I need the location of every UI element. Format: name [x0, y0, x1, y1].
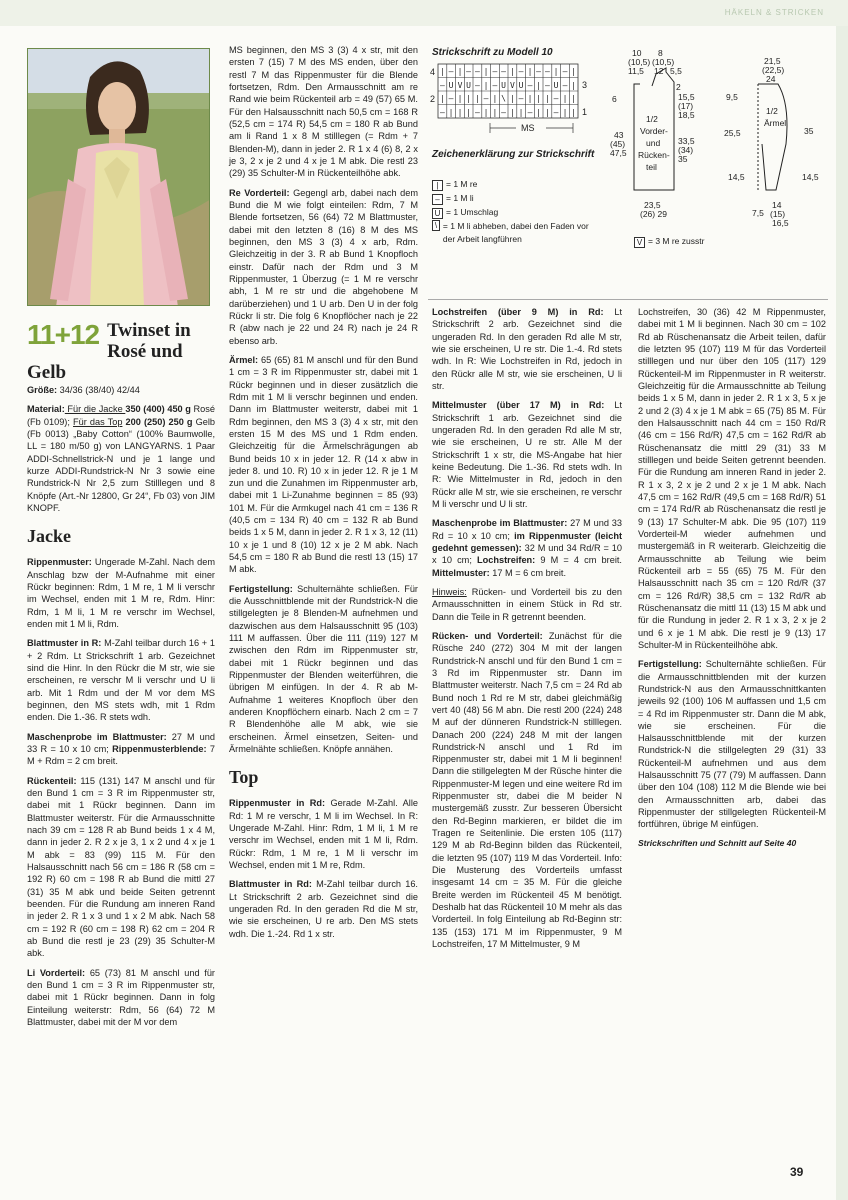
- material-amount-2: 200 (250) 250 g: [122, 416, 193, 427]
- legend-item-zusstr: [634, 235, 774, 249]
- page-number: 39: [790, 1165, 804, 1179]
- row-label-3: 3: [582, 80, 588, 90]
- svg-text:|: |: [509, 94, 515, 103]
- legend-text-li: = 1 M li: [446, 193, 474, 204]
- svg-text:–: –: [501, 67, 507, 76]
- svg-text:–: –: [466, 67, 472, 76]
- measure-m28: 14,5: [802, 172, 819, 182]
- svg-text:|: |: [571, 67, 577, 76]
- header-band: [0, 0, 848, 26]
- svg-text:|: |: [474, 94, 480, 103]
- svg-text:–: –: [474, 108, 480, 117]
- legend-text-zusstr: = 3 M re zusstr: [648, 236, 705, 247]
- material-paragraph: [27, 403, 215, 514]
- revord-text: Gegengl arb, dabei nach dem Bund die M wie folgt einteilen: Rdm, 7 M Blende fortsetzen, 56 (64) 72 M Blattmuster, dabei mit den letzten 8 (16) 8 M des MS beginnen, den MS 3 (3) 4 x arb, Rdm. Gleichzeitig in der 3. R ab Bund 1 Knopfloch einstr. Dafür nach der Rdm und 3 M Rippenmuster, 1 Überzug (= 1 M re verschr abh, 1 M re str und die abgehobene M darüberziehen) und 1 U arb. Den U in der folg Rückr li str. Die folg 6 Knopflöcher nach je 22 R (abw nach je 22 und 24 R) nach je 24 R ebenso arb.: [229, 187, 419, 346]
- measure-m6: 12: [654, 66, 664, 76]
- aermel-text: 65 (65) 81 M anschl und für den Bund 1 cm = 3 R im Rippenmuster str, dabei mit 1 Rückr beginnen und in dieser zusätzlich die Rdm mit 1 M li verschr beginnen und enden. Dann im Blattmuster weiterstr, dabei mit 1 Rdm beginnen, den MS 3 (3) 4 x str, mit den ersten 15 M des MS und 1 Rdm enden. Gleichzeitig für die Ärmelschrägungen ab Bund beids 10 x in jeder 12. R (14 x abw in jeder 8. und 10. R) 10 x in jeder 12. R je 1 M zun und die Zunahmen im Rippenmuster arb, dabei mit 1 Li-Zunahme beginnen = 85 (93) 101 M. Für die Armkugel nach 41 cm = 136 R (40,5 cm = 134 R) 40 cm = 132 R ab Bund beids 1 x 5 M, dann in jeder 2. R 1 x 3, 12 (11) 10 x je 1 und 8 (10) 12 x je 2 M abk. Nach 54,5 cm = 180 R ab Bund die restl 13 (15) 17 M abk.: [229, 354, 418, 575]
- svg-text:|: |: [439, 94, 445, 103]
- svg-text:|: |: [457, 67, 463, 76]
- purl-symbol-icon: –: [432, 194, 443, 205]
- right-column-a: [432, 306, 622, 957]
- material-top: Für das Top: [73, 416, 123, 427]
- tmp-label-3: Lochstreifen:: [477, 555, 536, 566]
- measure-m30: 14: [772, 200, 782, 210]
- svg-text:|: |: [466, 108, 472, 117]
- svg-text:U: U: [448, 81, 454, 90]
- hinweis-label: Hinweis:: [432, 586, 467, 597]
- tmp-text-2: 32 M und 34 Rd/R = 10 x 10 cm;: [432, 542, 622, 566]
- knitting-chart: [428, 60, 598, 138]
- tfert-text: Schulternähte schließen. Für die Armausschnittblenden mit der kurzen Rundstrick-N aus den Armausschnittkanten jeweils 92 (100) 106 M auffassen und 1,5 cm = 4 Rd im Rippenmuster str. Dann die M abk, wie sie erscheinen. Für die Halsausschnittblende mit der kurzen Rundstrick-N die stillgelegten 29 (31) 33 Rückenteil-M aufnehmen und aus dem Halsausschnitt 75 (77 (79) M auffassen. Dann über den 104 (108) 112 M die Blende wie bei den Armausschnitten arb, dabei das Rippenmuster der stillgelegten Rückenteil-M fortführen, übrige M einfügen.: [638, 659, 826, 830]
- svg-text:|: |: [553, 67, 559, 76]
- sleeve-label-1: Ärmel: [764, 118, 787, 128]
- legend-item-li: [432, 192, 592, 206]
- mid-paragraph-1: MS beginnen, den MS 3 (3) 4 x str, mit den ersten 7 (15) 7 M des MS enden, über den restl 7 M das Rippenmuster für die Blende fortsetzen, Rdm. Den Armausschnitt am re Rand wie beim Rückenteil arb = 49 (57) 65 M. Für den Halsausschnitt nach 50,5 cm = 168 R (52,5 cm = 174 R) 54,5 cm = 180 R ab Bund am li Rand 1 x 8 M stilllegen (= Rdm + 7 Blenden-M), dann in jeder 2. R 1 x 4 (6) 8, 2 x je 3, 2 x je 2 und 4 x je 1 M abk. Die restl 23 (29) 35 Schulter-M in Rückenteilhöhe abk.: [229, 45, 418, 179]
- row-label-4: 4: [430, 67, 436, 77]
- rv-paragraph: [432, 630, 622, 951]
- tmp-text-3: 9 M = 4 cm breit.: [535, 555, 622, 566]
- divider-line: [428, 299, 828, 300]
- svg-text:–: –: [527, 108, 533, 117]
- measure-m17: (34): [678, 145, 694, 155]
- trippen-label: Rippenmuster in Rd:: [229, 798, 326, 809]
- li-vorderteil-paragraph: [27, 967, 215, 1029]
- front-label-4: teil: [646, 162, 657, 172]
- mp-text: 27 M und 33 R = 10 x 10 cm;: [27, 731, 216, 754]
- blatt-text: M-Zahl teilbar durch 16 + 1 + 2 Rdm. Lt Strickschrift 1 arb. Gezeichnet sind die Hinr. In den Rückr die M str, wie sie erscheinen, re verschr M li verschr und U li arb. Mit 1 Rdm und der M vor dem MS beginnen, den MS stets wdh, mit 1 Rdm enden. Die 1.-36. R stets wdh.: [27, 638, 215, 723]
- measure-m10: 15,5: [678, 92, 695, 102]
- project-title: [27, 318, 217, 383]
- section-heading-top: Top: [229, 767, 259, 788]
- section-heading-jacke: Jacke: [27, 526, 71, 547]
- model-photo: [27, 48, 210, 306]
- rv-label: Rücken- und Vorderteil:: [432, 630, 543, 641]
- ms-label: MS: [521, 123, 535, 133]
- fert-label: Fertigstellung:: [229, 583, 293, 594]
- measure-m22: (22,5): [762, 65, 785, 75]
- legend-text-re: = 1 M re: [446, 179, 478, 190]
- loch-text: Lt Strickschrift 2 arb. Gezeichnet sind die ungeraden Rd. In den geraden Rd alle M str, wie sie erscheinen, U re str. Die 1.-4. Rd stets wdh. In R: Wie Lochstreifen in Rd, jedoch in den Rückr alle M str, wie sie erscheinen, U li str.: [432, 307, 622, 391]
- legend-text-abheben: = 1 M li abheben, dabei den Faden vor der Arbeit langführen: [442, 221, 589, 244]
- front-label-0: 1/2: [646, 114, 658, 124]
- svg-text:|: |: [527, 94, 533, 103]
- left-column: [27, 384, 215, 1035]
- svg-text:–: –: [492, 81, 498, 90]
- tmp-text-4: 17 M = 6 cm breit.: [489, 567, 567, 578]
- svg-text:–: –: [544, 81, 550, 90]
- project-name: Twinset in Rosé und Gelb: [27, 320, 191, 383]
- legend-text-umschlag: = 1 Umschlag: [446, 207, 499, 218]
- size-value: 34/36 (38/40) 42/44: [57, 385, 140, 395]
- svg-text:–: –: [439, 108, 445, 117]
- measure-m27: 14,5: [728, 172, 745, 182]
- legend-title: Zeichenerklärung zur Strickschrift: [432, 149, 595, 160]
- legend-item-re: [432, 178, 592, 192]
- footer-note: Strickschriften und Schnitt auf Seite 40: [638, 837, 797, 848]
- svg-text:V: V: [509, 81, 515, 90]
- top-blatt-paragraph: [229, 878, 418, 940]
- tblatt-text: M-Zahl teilbar durch 16. Lt Strickschrift 2 arb. Gezeichnet sind die ungeraden Rd. In den geraden Rd die M str, wie sie erscheinen, U re arb. Den MS stets wdh. Die 1.-24. Rd 1 x str.: [229, 879, 418, 939]
- svg-text:|: |: [562, 94, 568, 103]
- svg-text:–: –: [439, 81, 445, 90]
- measure-m12: 18,5: [678, 110, 695, 120]
- measure-m23: 24: [766, 74, 776, 84]
- svg-text:|: |: [544, 94, 550, 103]
- chart-title: Strickschrift zu Modell 10: [432, 47, 553, 58]
- legend-item-abheben: [432, 220, 592, 246]
- svg-text:–: –: [518, 94, 524, 103]
- mp-label-2: Rippenmusterblende:: [112, 743, 207, 754]
- material-details: Gelb (Fb 0013) „Baby Cotton“ (100% Baumwolle, LL = 180 m/50 g) von LANGYARNS. 1 Paar ADDI-Schnellstrick-N und je 1 lange und kurze ADDI-Rundstrick-N Nr 3 sowie eine Rundstrick-N Nr 2,5 zum Stilllegen und 8 Knöpfe (Art.-Nr 12800, Gr 24“, Fb 03) von JIM KNOPF.: [27, 416, 215, 513]
- measure-m8: 2: [676, 82, 681, 92]
- svg-text:–: –: [501, 108, 507, 117]
- tfert-label: Fertigstellung:: [638, 659, 702, 670]
- model-illustration: [28, 49, 210, 306]
- svg-text:–: –: [527, 81, 533, 90]
- size-paragraph: [27, 384, 215, 396]
- svg-text:|: |: [439, 67, 445, 76]
- rueck-label: Rückenteil:: [27, 775, 77, 786]
- livord-label: Li Vorderteil:: [27, 967, 86, 978]
- svg-text:U: U: [553, 81, 559, 90]
- svg-text:|: |: [562, 108, 568, 117]
- svg-text:|: |: [483, 81, 489, 90]
- measure-m29: 7,5: [752, 208, 764, 218]
- svg-text:–: –: [483, 94, 489, 103]
- mp-label: Maschenprobe im Blattmuster:: [27, 731, 167, 742]
- aermel-label: Ärmel:: [229, 354, 259, 365]
- loch-paragraph: [432, 306, 622, 392]
- blatt-paragraph: [27, 637, 215, 723]
- svg-text:–: –: [562, 67, 568, 76]
- svg-text:–: –: [474, 67, 480, 76]
- material-label: Material:: [27, 404, 65, 415]
- header-band-text: HÄKELN & STRICKEN: [724, 8, 824, 17]
- svg-text:|: |: [509, 67, 515, 76]
- aermel-paragraph: [229, 354, 418, 576]
- trippen-text: Gerade M-Zahl. Alle Rd: 1 M re verschr, 1 M li im Wechsel. In R: Ungerade M-Zahl. Hinr: Rdm, 1 M li, 1 M re verschr im Wechsel, enden mit 1 M li, Rdm. Rückr: Rdm, 1 M re, 1 M li verschr im Wechsel, enden mit 1 M re, Rdm.: [229, 798, 418, 871]
- svg-text:|: |: [536, 108, 542, 117]
- measure-m9: 6: [612, 94, 617, 104]
- right-paragraph-1: Lochstreifen, 30 (36) 42 M Rippenmuster, dabei mit 1 M li beginnen. Nach 30 cm = 102 Rd ab Rüschenansatz die Arbeit teilen, dafür die letzten 95 (107) 119 M für das Vorderteil stilllegen und nur über den 105 (117) 129 Rückenteil-M im Rippenmuster in R weiterstr. Gleichzeitig für die Armausschnitte ab Teilung beids 1 x 5 M, dann in jeder 2. R 1 x 3, 5 x je 2 und 2 (3) 4 x je 1 M abk = 65 (75) 85 M. Für den Halsausschnitt nach 44 cm = 150 Rd/R (46 cm = 156 Rd/R) 47,5 cm = 162 Rd/R ab Rüschenansatz die mittl 29 (31) 33 M stilllegen und beide Seiten getrennt beenden. Für die Rundung am inneren Rand in jeder 2. R 1 x 3, 2 x je 2 und 2 x je 1 M abk. Nach 47,5 cm = 162 Rd/R (49,5 cm = 168 Rd/R) 51 cm = 174 Rd/R ab Rüschenansatz die restl je 9 (13) 17 Schulter-M abk. Die 95 (107) 119 Vorderteil-M wieder aufnehmen und mustergemäß in R weiterarb. Gleichzeitig die Armausschnitte ab Teilung wie beim Rückenteil arb = 55 (65) 75 M. Für den Halsausschnitt nach 35 cm = 120 Rd/R (37 cm = 126 Rd/R) 38,5 cm = 132 Rd/R ab Rüschenansatz die mittl 11 (13) 15 M abk und für die Rundung in jeder 2. R 1 x 3, 2 x je 2 und 6 x je 1 M abk. Die restl je 9 (13) 17 Schulter-M in Rückenteilhöhe abk.: [638, 307, 826, 650]
- svg-text:|: |: [457, 94, 463, 103]
- knit-three-together-icon: V: [634, 237, 645, 248]
- mittel-label: Mittelmuster (über 17 M) in Rd:: [432, 400, 605, 411]
- svg-text:|: |: [571, 94, 577, 103]
- measure-m31: (15): [770, 209, 786, 219]
- sleeve-label-0: 1/2: [766, 106, 778, 116]
- tmp-label: Maschenprobe im Blattmuster:: [432, 518, 568, 529]
- svg-text:|: |: [483, 108, 489, 117]
- rippen-text: Ungerade M-Zahl. Nach dem Anschlag bzw der M-Aufnahme mit einer Rückr beginnen: Rdm, 1 M re, 1 M li verschr im Wechsel, enden mit 1 M re, Rdm. Hinr: Rdm, 1 M li, 1 M re verschr im Wechsel, enden mit 1 M li, Rdm.: [27, 557, 215, 630]
- svg-text:–: –: [448, 67, 454, 76]
- svg-text:|: |: [492, 94, 498, 103]
- measure-m18: 35: [678, 154, 688, 164]
- schematic-drawings: [600, 44, 830, 234]
- svg-text:|: |: [448, 108, 454, 117]
- svg-text:|: |: [483, 67, 489, 76]
- measure-m26: 35: [804, 126, 814, 136]
- svg-text:|: |: [509, 108, 515, 117]
- front-label-2: und: [646, 138, 661, 148]
- knit-symbol-icon: |: [432, 180, 443, 191]
- measure-m32: 16,5: [772, 218, 789, 228]
- tblatt-label: Blattmuster in Rd:: [229, 879, 312, 890]
- mittel-paragraph: [432, 399, 622, 510]
- tmp-label-2: im Rippenmuster (leicht gedehnt gemessen):: [432, 530, 622, 553]
- livord-text: 65 (73) 81 M anschl und für den Bund 1 cm = 3 R im Rippenmuster str, dabei mit 1 Rückr beginnen. Dann in folg Einteilung weiterstr: Rdm, 56 (64) 72 M Blattmuster, dabei mit der M vor dem: [27, 967, 215, 1027]
- measure-m7: 5,5: [670, 66, 682, 76]
- svg-text:|: |: [466, 94, 472, 103]
- material-color-1: Rosé (Fb 0109);: [27, 404, 215, 427]
- fertigstellung-paragraph: [229, 583, 418, 756]
- rippen-label: Rippenmuster:: [27, 557, 92, 568]
- project-number: 11+12: [27, 319, 100, 350]
- svg-text:\: \: [501, 94, 507, 103]
- maschenprobe-paragraph: [27, 731, 215, 768]
- measure-m20: (26) 29: [640, 209, 667, 219]
- svg-text:|: |: [492, 108, 498, 117]
- svg-text:|: |: [571, 81, 577, 90]
- svg-text:–: –: [544, 67, 550, 76]
- legend-item-umschlag: [432, 206, 592, 220]
- measure-m25: 25,5: [724, 128, 741, 138]
- material-amount-1: 350 (400) 450 g: [125, 404, 191, 415]
- revord-label: Re Vorderteil:: [229, 187, 290, 198]
- svg-text:–: –: [536, 67, 542, 76]
- tmp-label-4: Mittelmuster:: [432, 567, 490, 578]
- legend: [432, 178, 592, 246]
- mittel-text: Lt Strickschrift 1 arb. Gezeichnet sind die ungeraden Rd. In den geraden Rd alle M str, wie sie erscheinen, U re str. Alle M der Strickschrift 1 x str, die MS-Angabe hat hier keine Bedeutung. Die 1.-36. Rd stets wdh. In R: Wie Mittelmuster in Rd, jedoch in den Rückr alle M str, wie sie erscheinen, re verschr M li verschr und U li str.: [432, 400, 622, 509]
- top-rippen-paragraph: [229, 797, 418, 871]
- svg-text:–: –: [448, 94, 454, 103]
- fert-text: Schulternähte schließen. Für die Ausschnittblende mit der Rundstrick-N die stillgelegten je 8 Blenden-M aufnehmen und dazwischen aus dem Halsausschnitt 95 (103) 111 M auffassen. Über die 111 (119) 127 M zwischen den Rdm im Rippenmuster str, dabei mit 1 Rückr beginnen und das Rippenmuster der Blenden weiterführen, die übrigen M einfügen. In der 4. R ab M-Aufnahme 1 weiteres Knopfloch über den anderen Knopflöchern einarb. Nach 2 cm = 7 R Blendenhöhe alle M abk, wie sie erscheinen. Ärmel einsetzen, Seiten- und Ärmelnähte schließen. Knöpfe annähen.: [229, 583, 418, 755]
- svg-text:|: |: [544, 108, 550, 117]
- measure-m2: 8: [658, 48, 663, 58]
- svg-text:–: –: [474, 81, 480, 90]
- hinweis-text: Rücken- und Vorderteil bis zu den Armausschnitten in einem Stück in Rd str. Dann die Teile in R getrennt beenden.: [432, 586, 622, 622]
- slip-stitch-symbol-icon: \: [432, 220, 440, 231]
- svg-text:|: |: [536, 94, 542, 103]
- yarn-over-symbol-icon: U: [432, 208, 443, 219]
- svg-text:|: |: [571, 108, 577, 117]
- measure-m4: (10,5): [652, 57, 675, 67]
- svg-text:U: U: [518, 81, 524, 90]
- measure-m15: 47,5: [610, 148, 627, 158]
- svg-text:–: –: [553, 108, 559, 117]
- measure-m19: 23,5: [644, 200, 661, 210]
- tmp-text: 27 M und 33 Rd = 10 x 10 cm;: [432, 518, 622, 541]
- right-column-b: [638, 306, 826, 856]
- measure-m5: 11,5: [628, 66, 644, 76]
- svg-text:|: |: [527, 67, 533, 76]
- row-label-1: 1: [582, 107, 588, 117]
- material-jacke: Für die Jacke: [64, 404, 126, 415]
- measure-m21: 21,5: [764, 56, 781, 66]
- legend-extra: [634, 235, 774, 249]
- top-fertigstellung-paragraph: [638, 658, 826, 831]
- top-maschenprobe-paragraph: [432, 517, 622, 579]
- front-label-3: Rücken-: [638, 150, 670, 160]
- mp-text-2: 7 M + Rdm = 2 cm breit.: [27, 743, 216, 767]
- row-label-2: 2: [430, 94, 436, 104]
- svg-text:–: –: [492, 67, 498, 76]
- svg-text:|: |: [536, 81, 542, 90]
- rippen-paragraph: [27, 556, 215, 630]
- measure-m16: 33,5: [678, 136, 695, 146]
- middle-column: [229, 44, 418, 947]
- rv-text: Zunächst für die Rüsche 240 (272) 304 M mit der langen Rundstrick-N anschl und für den Bund 1 cm = 3 Rd im Rippenmuster str. Dann im Blattmuster weiterstr. Nach 7,5 cm = 24 Rd ab Bund noch 1 Rd re M str, dabei gleichmäßig vert 40 (48) 56 M abn. Die restl 200 (224) 248 M auf der dünneren Rundstrick-N stilllegen. Danach 200 (224) 248 M mit der langen Rundstrick-N anschl und 1 Rd im Rippenmuster str, dabei mit 1 M li beginnen! Dann die stillgelegten M der Rüsche hinter die Rippenmuster-M legen und eine weitere Rd im Rippenmuster str, dabei die M beider N mustergemäß zusstr. Zur besseren Übersicht den Rd-Beginn markieren, er bildet die im Tragen re Seitenlinie. Die ersten 105 (117) 129 M ab Rd-Beginn bilden das Rückenteil, die letzten 95 (107) 119 M das Vorderteil. Info: Die Musterung des Vorderteils umfasst insgesamt 14 cm = 35 M. Für die gleiche Breite werden im Rückenteil 45 M benötigt. Deshalb hat das Rückenteil 10 M mehr als das Vorderteil. In folg Einteilung ab Rd-Beginn str: 135 (153) 171 M im Rippenmuster, 9 M Lochstreifen, 17 M Mittelmuster, 9 M: [432, 630, 622, 950]
- measure-m3: (10,5): [628, 57, 651, 67]
- measure-m13: 43: [614, 130, 624, 140]
- svg-text:U: U: [501, 81, 507, 90]
- svg-text:|: |: [457, 108, 463, 117]
- front-label-1: Vorder-: [640, 126, 668, 136]
- svg-text:U: U: [466, 81, 472, 90]
- svg-text:–: –: [553, 94, 559, 103]
- measure-m11: (17): [678, 101, 694, 111]
- hinweis-paragraph: [432, 586, 622, 623]
- rueckenteil-paragraph: [27, 775, 215, 960]
- re-vorderteil-paragraph: [229, 187, 418, 347]
- side-margin-band: [836, 26, 848, 1200]
- rueck-text: 115 (131) 147 M anschl und für den Bund 1 cm = 3 R im Rippenmuster str, dabei mit 1 Rückr beginnen. Dann im Blattmuster weiterstr. Für die Armausschnitte nach 39 cm = 128 R ab Bund beids 1 x 4 M, dann in jeder 2. R 2 x je 3, 1 x 2 und 4 x je 1 M abk = 83 (99) 115 M. Für den Halsausschnitt nach 56 cm = 186 R (58 cm = 192 R) 60 cm = 198 R ab Bund die mittl 27 (31) 35 M abk und beide Seiten getrennt beenden. Für die Rundung am inneren Rand in jeder 2. R 1 x 3 und 1 x 2 M abk. Nach 58 cm = 192 R (60 cm = 198 R) 62 cm = 204 R ab Bund die restl je 23 (29) 35 Schulter-M abk.: [27, 775, 215, 959]
- svg-text:|: |: [518, 108, 524, 117]
- blatt-label: Blattmuster in R:: [27, 638, 102, 649]
- measure-m14: (45): [610, 139, 626, 149]
- svg-text:–: –: [562, 81, 568, 90]
- measure-m24: 9,5: [726, 92, 738, 102]
- measure-m1: 10: [632, 48, 642, 58]
- svg-text:V: V: [457, 81, 463, 90]
- loch-label: Lochstreifen (über 9 M) in Rd:: [432, 307, 604, 317]
- size-label: Größe:: [27, 385, 58, 395]
- svg-text:–: –: [518, 67, 524, 76]
